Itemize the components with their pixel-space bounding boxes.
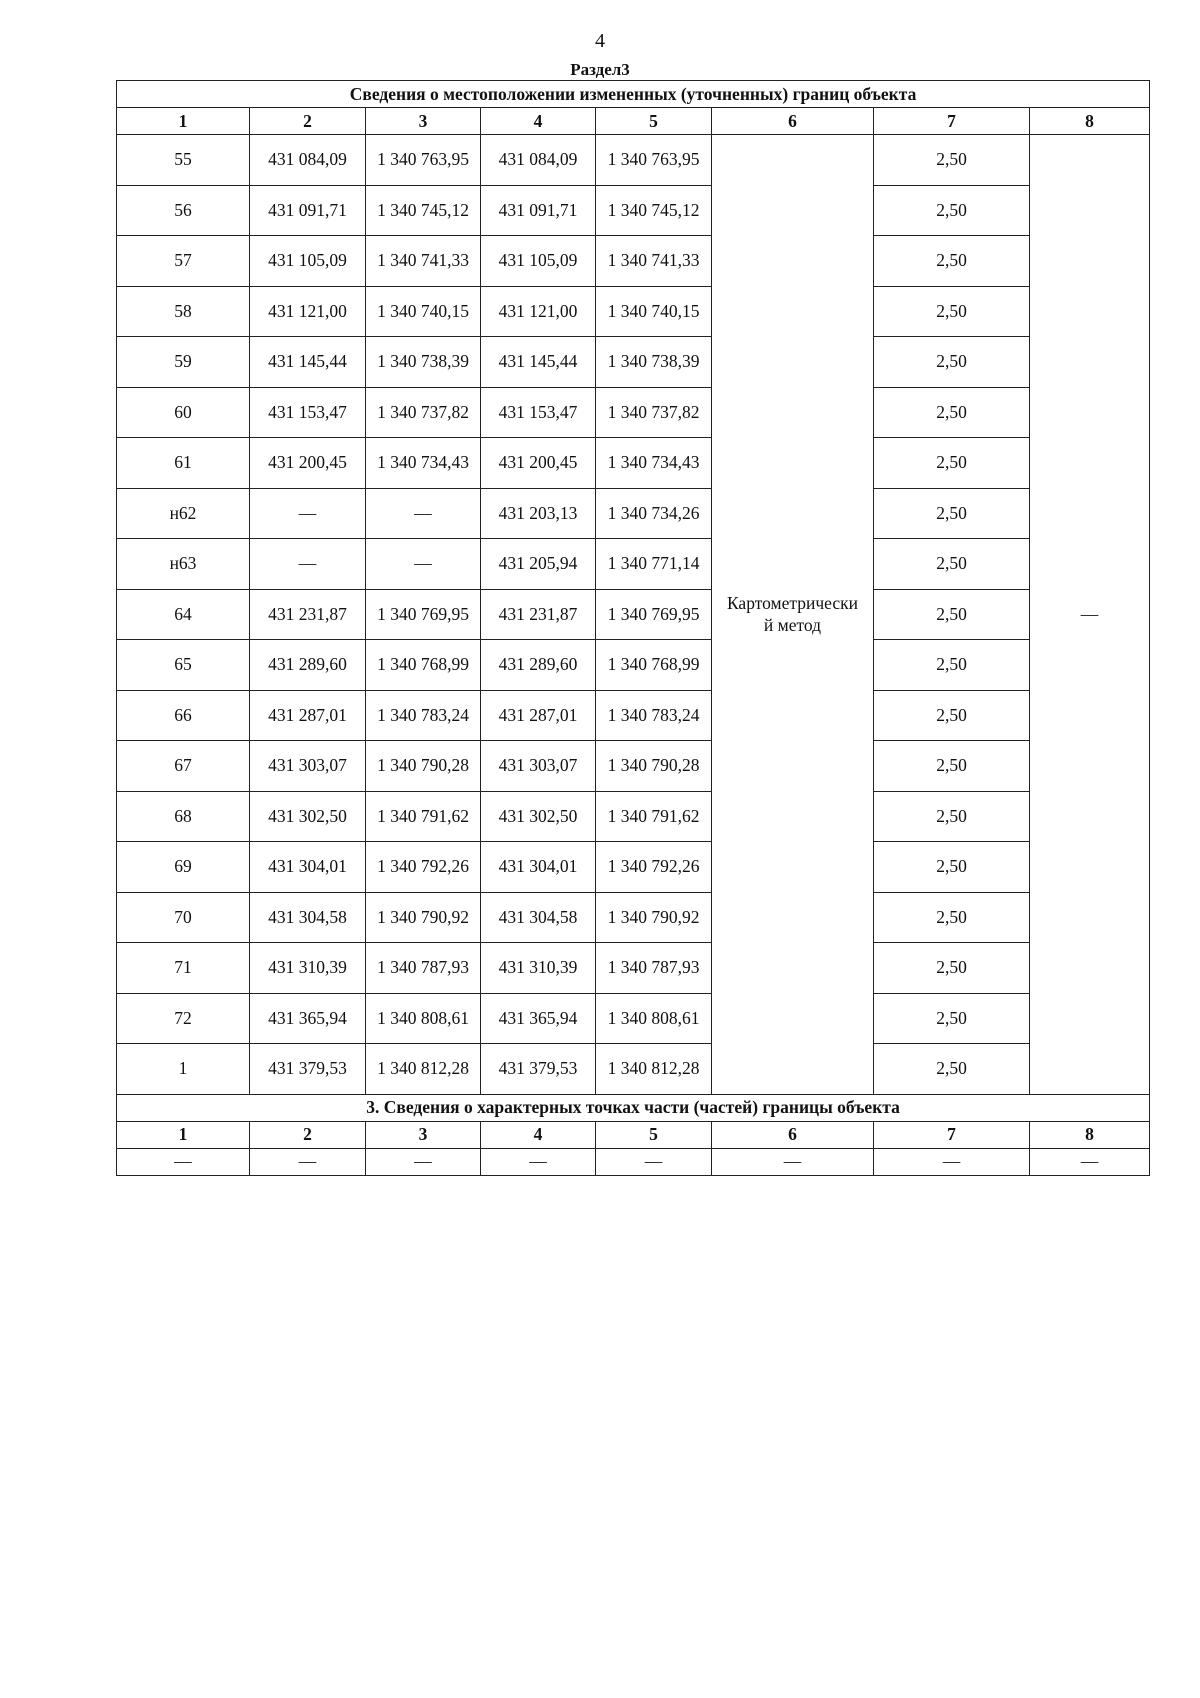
accuracy-cell: 2,50 (874, 892, 1030, 943)
accuracy-cell: 2,50 (874, 539, 1030, 590)
new-y-cell: 1 340 791,62 (596, 791, 712, 842)
new-y-cell: 1 340 740,15 (596, 286, 712, 337)
new-x-cell: 431 231,87 (481, 589, 596, 640)
accuracy-cell: 2,50 (874, 387, 1030, 438)
new-x-cell: 431 105,09 (481, 236, 596, 287)
point-number-cell: н62 (117, 488, 250, 539)
new-x-cell: 431 303,07 (481, 741, 596, 792)
table-row (117, 236, 1150, 287)
empty-cell: — (712, 1148, 874, 1175)
existing-x-cell: 431 200,45 (250, 438, 366, 489)
accuracy-cell: 2,50 (874, 690, 1030, 741)
new-y-cell: 1 340 812,28 (596, 1044, 712, 1095)
existing-y-cell: 1 340 734,43 (366, 438, 481, 489)
empty-cell: — (366, 1148, 481, 1175)
new-x-cell: 431 287,01 (481, 690, 596, 741)
existing-x-cell: 431 289,60 (250, 640, 366, 691)
table-row (117, 1044, 1150, 1095)
existing-y-cell: 1 340 808,61 (366, 993, 481, 1044)
method-cell (712, 135, 874, 1095)
new-y-cell: 1 340 808,61 (596, 993, 712, 1044)
accuracy-cell: 2,50 (874, 236, 1030, 287)
accuracy-cell: 2,50 (874, 640, 1030, 691)
empty-cell: — (117, 1148, 250, 1175)
column-header: 6 (712, 108, 874, 135)
table-row (117, 539, 1150, 590)
existing-y-cell: 1 340 737,82 (366, 387, 481, 438)
new-y-cell: 1 340 783,24 (596, 690, 712, 741)
new-y-cell: 1 340 790,92 (596, 892, 712, 943)
table-row (117, 741, 1150, 792)
new-y-cell: 1 340 771,14 (596, 539, 712, 590)
existing-y-cell: 1 340 738,39 (366, 337, 481, 388)
existing-x-cell: 431 302,50 (250, 791, 366, 842)
new-x-cell: 431 205,94 (481, 539, 596, 590)
section-3-header-row (117, 1121, 1150, 1148)
point-number-cell: 1 (117, 1044, 250, 1095)
existing-y-cell: 1 340 790,28 (366, 741, 481, 792)
section-3-title-row (117, 1094, 1150, 1121)
existing-y-cell: 1 340 741,33 (366, 236, 481, 287)
new-y-cell: 1 340 738,39 (596, 337, 712, 388)
existing-x-cell: 431 303,07 (250, 741, 366, 792)
table-row (117, 943, 1150, 994)
existing-y-cell: 1 340 787,93 (366, 943, 481, 994)
accuracy-cell: 2,50 (874, 589, 1030, 640)
column-header: 4 (481, 108, 596, 135)
empty-cell: — (1030, 1148, 1150, 1175)
existing-x-cell: 431 287,01 (250, 690, 366, 741)
column-header: 4 (481, 1121, 596, 1148)
page-number: 4 (595, 30, 605, 52)
accuracy-cell: 2,50 (874, 135, 1030, 186)
new-y-cell: 1 340 737,82 (596, 387, 712, 438)
table-row (117, 640, 1150, 691)
column-header: 2 (250, 1121, 366, 1148)
point-number-cell: 70 (117, 892, 250, 943)
column-header: 2 (250, 108, 366, 135)
section-title: Раздел3 (570, 60, 630, 79)
point-number-cell: 71 (117, 943, 250, 994)
column-header: 8 (1030, 1121, 1150, 1148)
coordinates-table (116, 80, 1150, 1176)
accuracy-cell: 2,50 (874, 438, 1030, 489)
table-row (117, 690, 1150, 741)
new-y-cell: 1 340 741,33 (596, 236, 712, 287)
new-x-cell: 431 200,45 (481, 438, 596, 489)
accuracy-cell: 2,50 (874, 185, 1030, 236)
point-number-cell: 66 (117, 690, 250, 741)
accuracy-cell: 2,50 (874, 1044, 1030, 1095)
new-x-cell: 431 084,09 (481, 135, 596, 186)
existing-x-cell: 431 105,09 (250, 236, 366, 287)
table-title-row (117, 81, 1150, 108)
column-header: 1 (117, 1121, 250, 1148)
table-row (117, 842, 1150, 893)
existing-y-cell: 1 340 769,95 (366, 589, 481, 640)
point-number-cell: 60 (117, 387, 250, 438)
new-y-cell: 1 340 790,28 (596, 741, 712, 792)
section-3-row (117, 1148, 1150, 1175)
existing-y-cell: 1 340 768,99 (366, 640, 481, 691)
method-text-line1: Картометрически (726, 593, 859, 614)
existing-y-cell: 1 340 812,28 (366, 1044, 481, 1095)
table-row (117, 488, 1150, 539)
point-number-cell: 59 (117, 337, 250, 388)
column-header-row (117, 108, 1150, 135)
column-header: 7 (874, 108, 1030, 135)
point-number-cell: 58 (117, 286, 250, 337)
empty-cell: — (481, 1148, 596, 1175)
existing-x-cell: — (250, 488, 366, 539)
new-x-cell: 431 365,94 (481, 993, 596, 1044)
empty-cell: — (874, 1148, 1030, 1175)
new-x-cell: 431 121,00 (481, 286, 596, 337)
empty-cell: — (596, 1148, 712, 1175)
table-row (117, 993, 1150, 1044)
point-number-cell: 64 (117, 589, 250, 640)
table-row (117, 438, 1150, 489)
table-row (117, 337, 1150, 388)
table-row (117, 387, 1150, 438)
point-number-cell: 56 (117, 185, 250, 236)
existing-x-cell: 431 379,53 (250, 1044, 366, 1095)
column-header: 6 (712, 1121, 874, 1148)
existing-x-cell: 431 365,94 (250, 993, 366, 1044)
point-number-cell: 68 (117, 791, 250, 842)
new-x-cell: 431 379,53 (481, 1044, 596, 1095)
point-number-cell: 55 (117, 135, 250, 186)
accuracy-cell: 2,50 (874, 943, 1030, 994)
column-header: 5 (596, 1121, 712, 1148)
accuracy-cell: 2,50 (874, 741, 1030, 792)
description-cell: — (1030, 135, 1150, 1095)
table-row (117, 892, 1150, 943)
new-x-cell: 431 289,60 (481, 640, 596, 691)
empty-cell: — (250, 1148, 366, 1175)
new-x-cell: 431 310,39 (481, 943, 596, 994)
new-y-cell: 1 340 734,26 (596, 488, 712, 539)
new-y-cell: 1 340 769,95 (596, 589, 712, 640)
existing-y-cell: 1 340 763,95 (366, 135, 481, 186)
existing-x-cell: 431 231,87 (250, 589, 366, 640)
existing-y-cell: 1 340 792,26 (366, 842, 481, 893)
existing-y-cell: 1 340 791,62 (366, 791, 481, 842)
point-number-cell: 65 (117, 640, 250, 691)
existing-x-cell: 431 091,71 (250, 185, 366, 236)
new-y-cell: 1 340 763,95 (596, 135, 712, 186)
table-row (117, 791, 1150, 842)
table-row (117, 185, 1150, 236)
new-y-cell: 1 340 768,99 (596, 640, 712, 691)
existing-y-cell: 1 340 790,92 (366, 892, 481, 943)
new-x-cell: 431 302,50 (481, 791, 596, 842)
column-header: 8 (1030, 108, 1150, 135)
existing-x-cell: 431 145,44 (250, 337, 366, 388)
point-number-cell: 67 (117, 741, 250, 792)
existing-y-cell: — (366, 488, 481, 539)
existing-y-cell: — (366, 539, 481, 590)
new-x-cell: 431 091,71 (481, 185, 596, 236)
new-y-cell: 1 340 787,93 (596, 943, 712, 994)
accuracy-cell: 2,50 (874, 842, 1030, 893)
column-header: 3 (366, 108, 481, 135)
existing-y-cell: 1 340 783,24 (366, 690, 481, 741)
column-header: 7 (874, 1121, 1030, 1148)
accuracy-cell: 2,50 (874, 993, 1030, 1044)
existing-x-cell: — (250, 539, 366, 590)
accuracy-cell: 2,50 (874, 791, 1030, 842)
existing-x-cell: 431 304,01 (250, 842, 366, 893)
point-number-cell: 57 (117, 236, 250, 287)
new-y-cell: 1 340 792,26 (596, 842, 712, 893)
table-row (117, 135, 1150, 186)
accuracy-cell: 2,50 (874, 337, 1030, 388)
column-header: 5 (596, 108, 712, 135)
table-title: Сведения о местоположении измененных (уточненных) границ объекта (117, 81, 1150, 108)
point-number-cell: 72 (117, 993, 250, 1044)
new-x-cell: 431 304,58 (481, 892, 596, 943)
point-number-cell: н63 (117, 539, 250, 590)
existing-x-cell: 431 084,09 (250, 135, 366, 186)
new-y-cell: 1 340 745,12 (596, 185, 712, 236)
point-number-cell: 69 (117, 842, 250, 893)
new-x-cell: 431 203,13 (481, 488, 596, 539)
accuracy-cell: 2,50 (874, 286, 1030, 337)
point-number-cell: 61 (117, 438, 250, 489)
table-row (117, 589, 1150, 640)
column-header: 1 (117, 108, 250, 135)
existing-x-cell: 431 121,00 (250, 286, 366, 337)
new-y-cell: 1 340 734,43 (596, 438, 712, 489)
existing-y-cell: 1 340 740,15 (366, 286, 481, 337)
new-x-cell: 431 304,01 (481, 842, 596, 893)
method-text-line2: й метод (763, 615, 822, 636)
new-x-cell: 431 145,44 (481, 337, 596, 388)
existing-x-cell: 431 304,58 (250, 892, 366, 943)
existing-y-cell: 1 340 745,12 (366, 185, 481, 236)
accuracy-cell: 2,50 (874, 488, 1030, 539)
section-3-title: 3. Сведения о характерных точках части (частей) границы объекта (117, 1094, 1150, 1121)
existing-x-cell: 431 153,47 (250, 387, 366, 438)
existing-x-cell: 431 310,39 (250, 943, 366, 994)
new-x-cell: 431 153,47 (481, 387, 596, 438)
column-header: 3 (366, 1121, 481, 1148)
table-row (117, 286, 1150, 337)
